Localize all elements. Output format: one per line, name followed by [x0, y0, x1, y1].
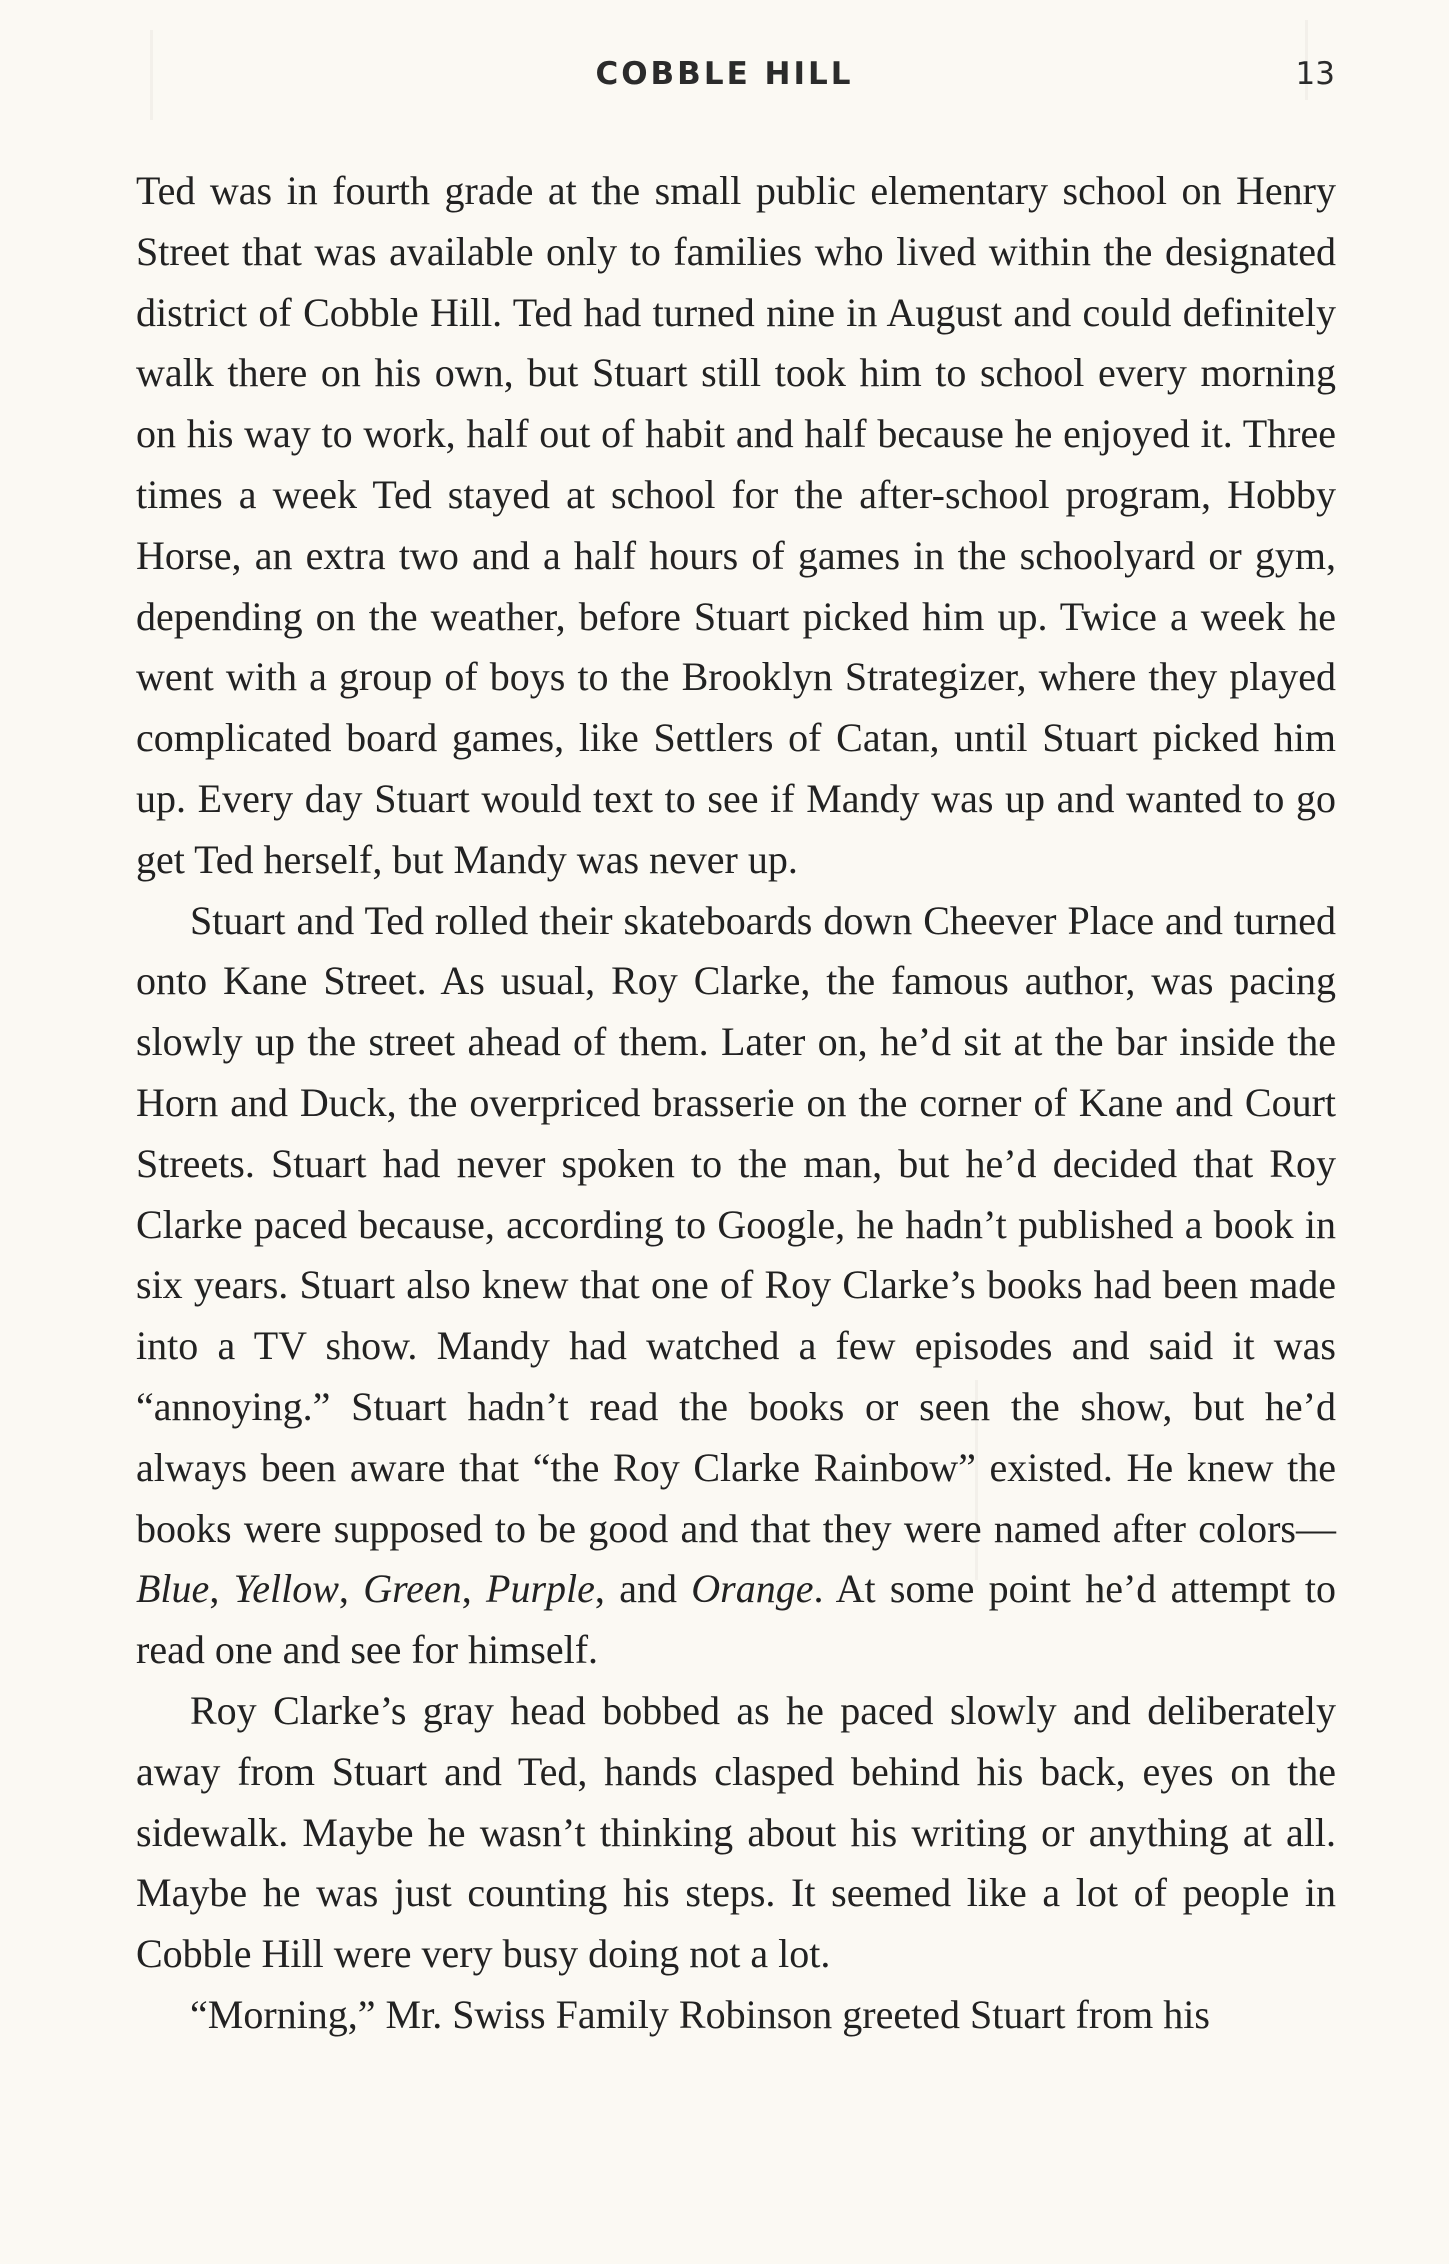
separator: ,	[338, 1566, 364, 1612]
book-title: Green	[363, 1566, 462, 1612]
separator: ,	[209, 1566, 234, 1612]
paragraph	[136, 891, 1336, 1681]
book-title: Yellow	[233, 1566, 339, 1612]
paragraph-text: . At some point he’d attempt to read one and see for himself.	[136, 1566, 1337, 1673]
running-head: COBBLE HILL	[595, 56, 854, 92]
paragraph-text: Stuart and Ted rolled their skateboards down Cheever Place and turned onto Kane Street. As usual, Roy Clarke, the famous author, was pacing slowly up the street ahead of them. Later on, he’d sit at the bar inside the Horn and Duck, the overpriced brasserie on the corner of Kane and Court Streets. Stuart had never spoken to the man, but he’d decided that Roy Clarke paced because, according to Google, he hadn’t published a book in six years. Stuart also knew that one of Roy Clarke’s books had been made into a TV show. Mandy had watched a few episodes and said it was “annoying.” Stuart hadn’t read the books or seen the show, but he’d always been aware that “the Roy Clarke Rainbow” existed. He knew the books were supposed to be good and that they were named after colors—	[136, 897, 1336, 1551]
paragraph: Roy Clarke’s gray head bobbed as he paced slowly and deliberately away from Stuart and Ted, hands clasped behind his back, eyes on the sidewalk. Maybe he wasn’t thinking about his writing or anything at all. Maybe he was just counting his steps. It seemed like a lot of people in Cobble Hill were very busy doing not a lot.	[136, 1687, 1336, 1977]
page-number: 13	[1295, 56, 1335, 92]
separator: , and	[594, 1566, 692, 1612]
paragraph: Ted was in fourth grade at the small public elementary school on Henry Street that was available only to families who lived within the designated district of Cobble Hill. Ted had turned nine in August and could definitely walk there on his own, but Stuart still took him to school every morning on his way to work, half out of habit and half because he enjoyed it. Three times a week Ted stayed at school for the after-school program, Hobby Horse, an extra two and a half hours of games in the schoolyard or gym, depending on the weather, before Stuart picked him up. Twice a week he went with a group of boys to the Brooklyn Strategizer, where they played complicated board games, like Settlers of Catan, until Stuart picked him up. Every day Stuart would text to see if Mandy was up and wanted to go get Ted herself, but Mandy was never up.	[136, 168, 1336, 882]
paragraph: “Morning,” Mr. Swiss Family Robinson greeted Stuart from his	[190, 1991, 1210, 2037]
book-title: Blue	[136, 1566, 210, 1612]
book-title: Purple	[486, 1566, 595, 1612]
separator: ,	[461, 1566, 487, 1612]
body-text	[136, 161, 1336, 2046]
book-title: Orange	[691, 1566, 814, 1612]
